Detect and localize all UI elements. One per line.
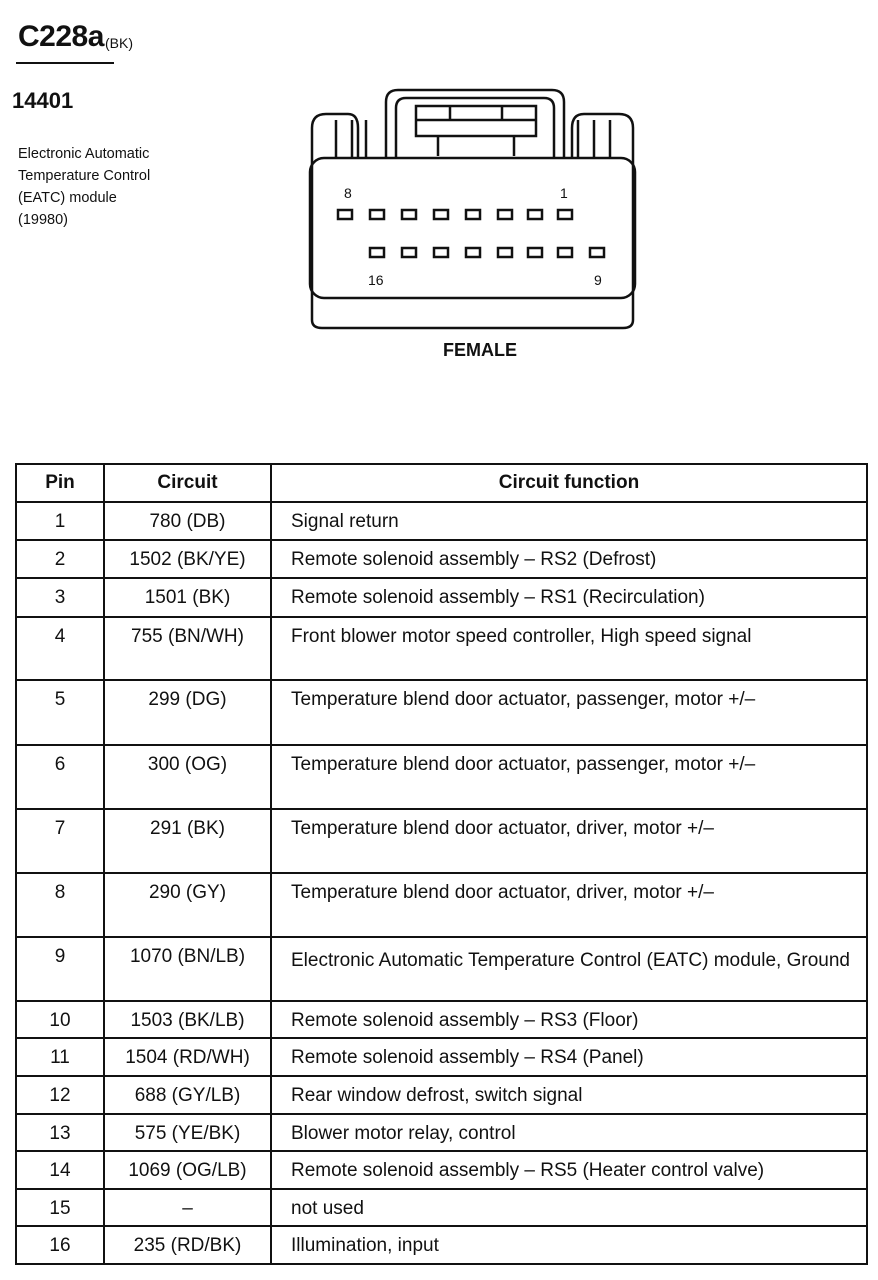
description-line: (EATC) module [18,190,117,206]
pin-socket [370,248,384,257]
pin-number: 4 [16,617,104,680]
connector-description [18,143,150,231]
pin-number: 1 [16,502,104,540]
pin-number: 7 [16,809,104,873]
pin-number: 5 [16,680,104,745]
pin-socket [434,210,448,219]
pin-socket [558,210,572,219]
circuit-code: 300 (OG) [104,745,271,809]
pin-number: 9 [16,937,104,1001]
table-row [16,1114,867,1151]
pin-label-1: 1 [560,185,568,201]
header-function: Circuit function [271,464,867,502]
table-row [16,745,867,809]
circuit-code: – [104,1189,271,1226]
table-row [16,873,867,937]
pin-number: 2 [16,540,104,578]
header-circuit: Circuit [104,464,271,502]
pin-number: 11 [16,1038,104,1076]
pin-label-16: 16 [368,272,384,288]
circuit-code: 780 (DB) [104,502,271,540]
connector-id: C228a [18,20,104,53]
connector-color-code: (BK) [105,35,133,51]
table-row [16,1076,867,1114]
table-row [16,1001,867,1038]
header-pin: Pin [16,464,104,502]
description-line: Electronic Automatic [18,146,150,162]
pin-label-8: 8 [344,185,352,201]
table-row [16,937,867,1001]
pin-number: 12 [16,1076,104,1114]
description-line: Temperature Control [18,168,151,184]
circuit-code: 575 (YE/BK) [104,1114,271,1151]
pin-label-9: 9 [594,272,602,288]
pin-socket [466,210,480,219]
circuit-function: Remote solenoid assembly – RS4 (Panel) [271,1038,867,1076]
circuit-function: Illumination, input [271,1226,867,1264]
connector-face [310,158,635,298]
circuit-function: Rear window defrost, switch signal [271,1076,867,1114]
table-row [16,1038,867,1076]
circuit-function: Remote solenoid assembly – RS1 (Recirculation) [271,578,867,617]
circuit-function: Temperature blend door actuator, driver, motor +/– [271,809,867,873]
pin-socket [528,248,542,257]
pin-socket [498,210,512,219]
circuit-function: Temperature blend door actuator, passenger, motor +/– [271,745,867,809]
circuit-function: Remote solenoid assembly – RS5 (Heater control valve) [271,1151,867,1189]
circuit-function: Signal return [271,502,867,540]
circuit-code: 1070 (BN/LB) [104,937,271,1001]
circuit-function: Front blower motor speed controller, High speed signal [271,617,867,680]
pin-socket [434,248,448,257]
circuit-code: 688 (GY/LB) [104,1076,271,1114]
pin-number: 8 [16,873,104,937]
connector-gender-label: FEMALE [443,340,517,360]
table-row [16,540,867,578]
circuit-function: Temperature blend door actuator, passenger, motor +/– [271,680,867,745]
circuit-code: 290 (GY) [104,873,271,937]
table-row [16,1189,867,1226]
pin-socket [590,248,604,257]
circuit-code: 1502 (BK/YE) [104,540,271,578]
pin-number: 13 [16,1114,104,1151]
pin-socket [466,248,480,257]
description-line: (19980) [18,212,68,228]
pin-socket [528,210,542,219]
table-row [16,1226,867,1264]
circuit-code: 1503 (BK/LB) [104,1001,271,1038]
table-row [16,578,867,617]
pin-socket [402,210,416,219]
connector-id-underline [16,62,114,64]
pin-socket [370,210,384,219]
pin-number: 6 [16,745,104,809]
pin-socket [402,248,416,257]
part-number: 14401 [12,88,74,113]
latch-housing [386,90,564,158]
circuit-function: Blower motor relay, control [271,1114,867,1151]
circuit-function: not used [271,1189,867,1226]
circuit-code: 755 (BN/WH) [104,617,271,680]
table-header-row [16,464,867,502]
pin-socket [498,248,512,257]
circuit-code: 1504 (RD/WH) [104,1038,271,1076]
pin-number: 10 [16,1001,104,1038]
pinout-table [15,463,868,1265]
circuit-function: Temperature blend door actuator, driver, motor +/– [271,873,867,937]
circuit-function: Remote solenoid assembly – RS2 (Defrost) [271,540,867,578]
pin-number: 3 [16,578,104,617]
circuit-code: 291 (BK) [104,809,271,873]
pin-socket [558,248,572,257]
circuit-function: Electronic Automatic Temperature Control (EATC) module, Ground [271,937,867,1001]
circuit-function: Remote solenoid assembly – RS3 (Floor) [271,1001,867,1038]
table-row [16,502,867,540]
circuit-code: 1069 (OG/LB) [104,1151,271,1189]
circuit-code: 299 (DG) [104,680,271,745]
table-row [16,1151,867,1189]
pin-socket [338,210,352,219]
table-row [16,680,867,745]
connector-face-diagram [300,80,645,332]
table-row [16,809,867,873]
pin-number: 15 [16,1189,104,1226]
circuit-code: 1501 (BK) [104,578,271,617]
pin-number: 14 [16,1151,104,1189]
connector-shell-right [572,114,633,320]
circuit-code: 235 (RD/BK) [104,1226,271,1264]
table-row [16,617,867,680]
pin-number: 16 [16,1226,104,1264]
